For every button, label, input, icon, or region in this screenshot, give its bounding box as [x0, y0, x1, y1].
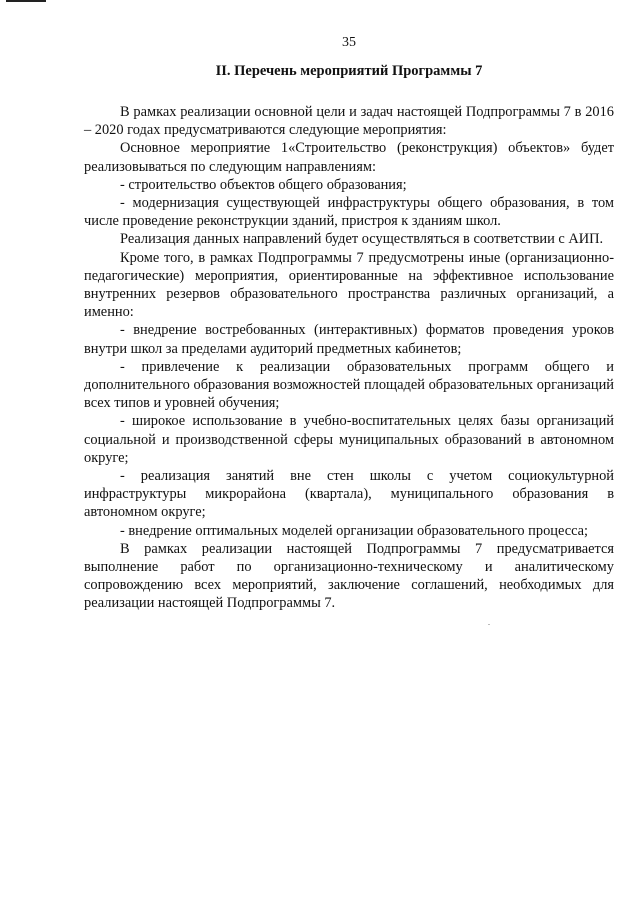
paragraph-aip: Реализация данных направлений будет осуществляться в соответствии с АИП.	[120, 231, 604, 248]
section-title: II. Перечень мероприятий Программы 7	[215, 63, 483, 79]
paragraph-conclusion: В рамках реализации настоящей Подпрограммы 7 предусматривается выполнение работ по организационно-техническому и аналитическому сопровождению всех мероприятий, заключение соглашений, необходимых для реализации настоящей Подпрограммы 7.	[84, 540, 614, 612]
list-item-construction: - строительство объектов общего образования;	[120, 176, 407, 193]
paragraph-intro: В рамках реализации основной цели и задач настоящей Подпрограммы 7 в 2016 – 2020 годах предусматриваются следующие мероприятия:	[84, 104, 614, 139]
list-item-outside-school: - реализация занятий вне стен школы с учетом социокультурной инфраструктуры микрорайона (квартала), муниципального образования в автономном округе;	[84, 468, 614, 521]
list-item-areas-engagement: - привлечение к реализации образовательных программ общего и дополнительного образования возможностей площадей образовательных организаций всех типов и уровней обучения;	[84, 358, 614, 412]
list-item-social-base: - широкое использование в учебно-воспитательных целях базы организаций социальной и производственной сферы муниципальных образований в автономном округе;	[84, 413, 614, 466]
list-item-interactive-formats: - внедрение востребованных (интерактивных) форматов проведения уроков внутри школ за пределами аудиторий предметных кабинетов;	[84, 322, 614, 357]
paragraph-other-activities: Кроме того, в рамках Подпрограммы 7 предусмотрены иные (организационно-педагогические) мероприятия, ориентированные на эффективное использование внутренних резервов образовательного пространства различных организаций, а именно:	[84, 249, 614, 321]
page-number: 35	[342, 35, 356, 50]
scan-speck	[488, 624, 490, 625]
top-edge-rule	[6, 0, 46, 2]
list-item-modernization: - модернизация существующей инфраструктуры общего образования, в том числе проведение реконструкции зданий, пристроя к зданиям школ.	[84, 195, 614, 230]
paragraph-main-activity: Основное мероприятие 1«Строительство (реконструкция) объектов» будет реализовываться по следующим направлениям:	[84, 140, 614, 175]
document-page	[84, 34, 614, 613]
list-item-optimal-models: - внедрение оптимальных моделей организации образовательного процесса;	[120, 522, 589, 539]
